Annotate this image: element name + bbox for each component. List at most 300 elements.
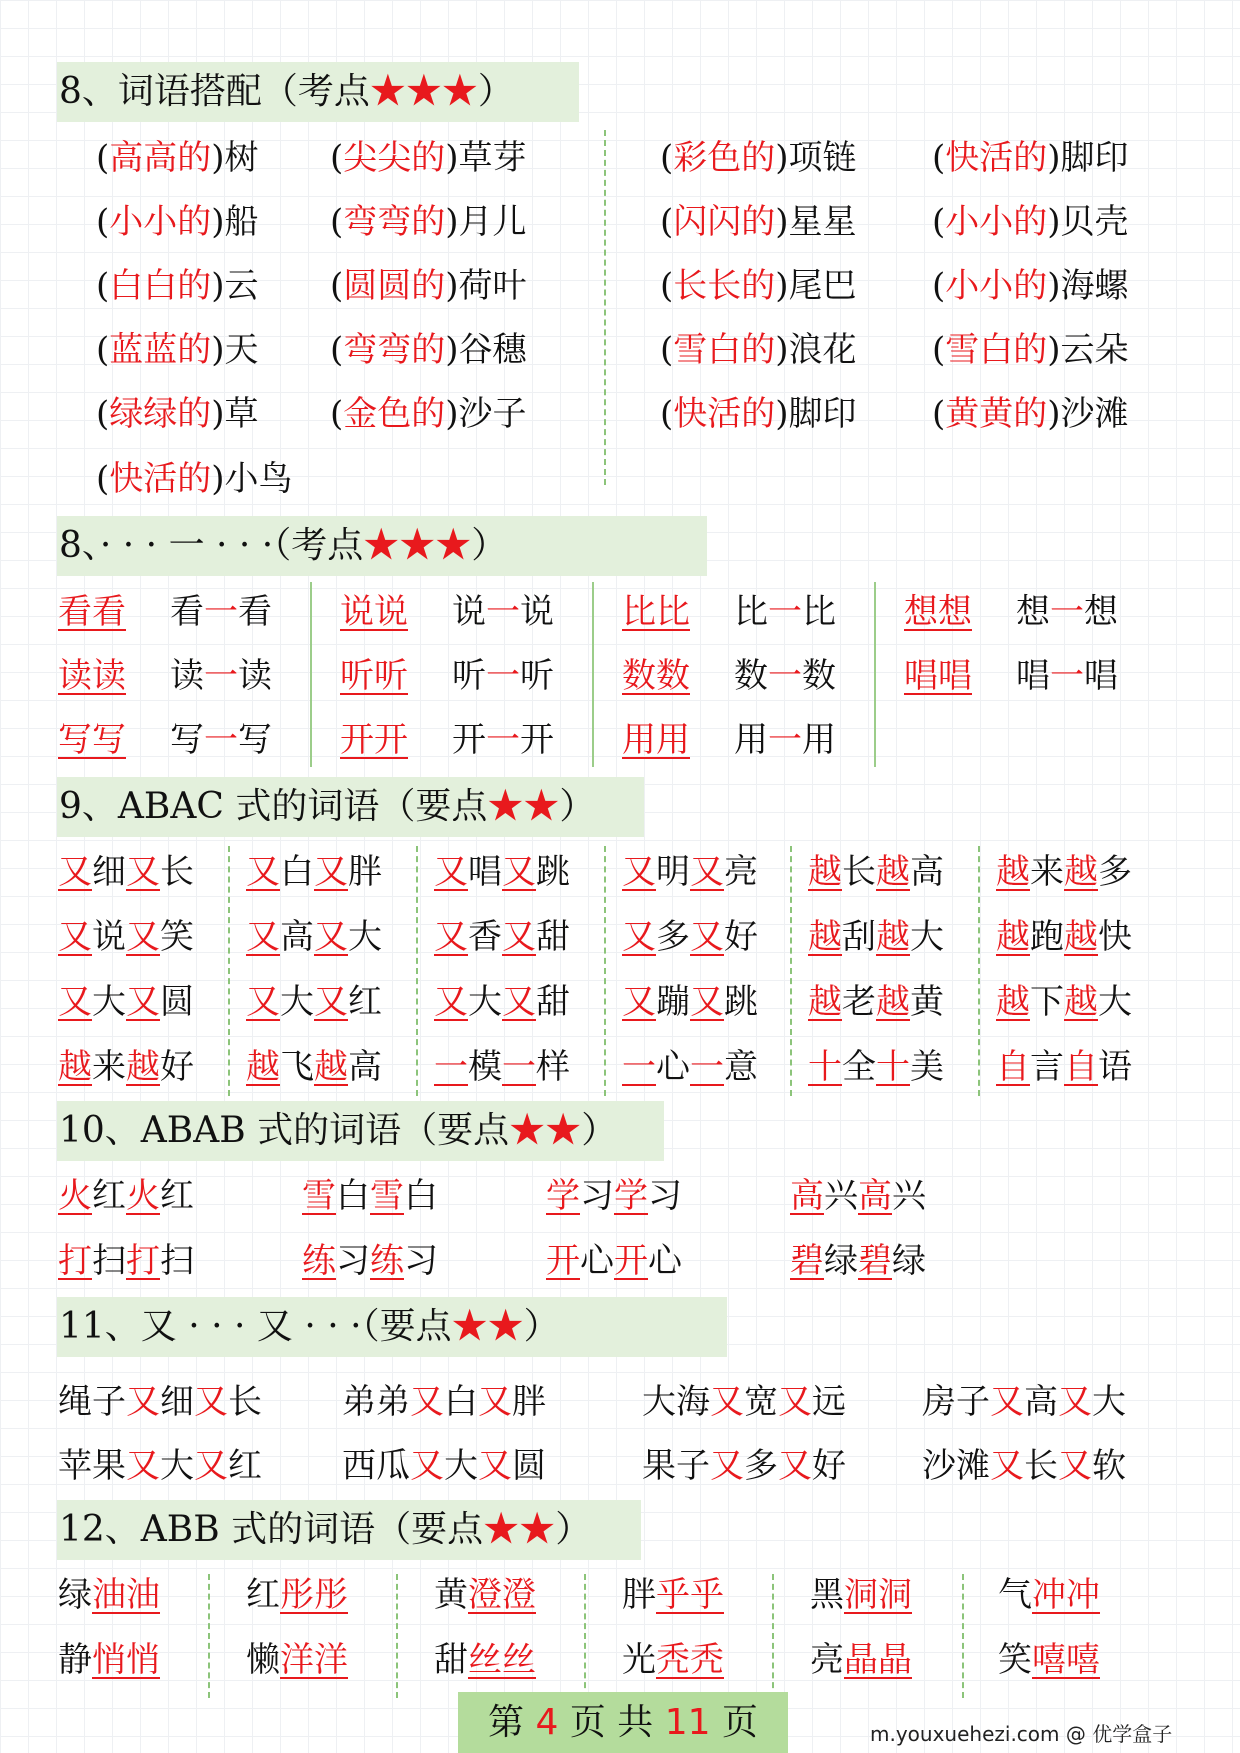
key-char: 又 [690, 917, 724, 957]
key-char: 越 [996, 852, 1030, 892]
abac-word [246, 980, 382, 1024]
page-number-footer: 第 4 页 共 11 页 [458, 1692, 788, 1753]
bb-chars: 嘻嘻 [1032, 1640, 1100, 1680]
word-pair [932, 392, 1129, 436]
paren: ( [96, 202, 110, 242]
key-char: 学 [546, 1176, 580, 1216]
key-char: 又 [58, 917, 92, 957]
key-char: 一 [690, 1047, 724, 1087]
word-pair [330, 392, 527, 436]
char: 听 [520, 656, 554, 696]
key-char: 雪 [370, 1176, 404, 1216]
char: 心 [580, 1241, 614, 1281]
char: 样 [536, 1047, 570, 1087]
you-you-phrase [642, 1380, 846, 1424]
abac-word [434, 1045, 570, 1089]
paren: ) [775, 138, 789, 178]
adjective-answer: 快活的 [673, 394, 776, 434]
you-you-phrase [642, 1444, 846, 1488]
char: 习 [336, 1241, 370, 1281]
char: 光 [622, 1640, 656, 1680]
abac-word [808, 1045, 944, 1089]
char: 心 [648, 1241, 682, 1281]
char: 绿 [892, 1241, 926, 1281]
abb-word [434, 1638, 536, 1682]
char: 大 [910, 917, 944, 957]
char: 习 [648, 1176, 682, 1216]
you-char: 又 [126, 1382, 160, 1422]
you-char: 又 [778, 1446, 812, 1486]
you-char: 又 [1058, 1446, 1092, 1486]
char: 大 [1092, 1382, 1126, 1422]
char: 甜 [536, 917, 570, 957]
char: 跑 [1030, 917, 1064, 957]
char: 美 [910, 1047, 944, 1087]
char: 语 [1098, 1047, 1132, 1087]
paren: ) [445, 330, 459, 370]
bb-chars: 丝丝 [468, 1640, 536, 1680]
divider [790, 846, 792, 1096]
abac-word [434, 980, 570, 1024]
abb-word [434, 1573, 536, 1617]
char: 比 [734, 592, 768, 632]
key-char: 越 [808, 852, 842, 892]
divider [396, 1574, 398, 1698]
stars-icon: ★★ [483, 1509, 556, 1550]
key-char: 十 [876, 1047, 910, 1087]
you-char: 又 [194, 1382, 228, 1422]
subject: 大海 [642, 1382, 710, 1422]
key-char: 又 [314, 917, 348, 957]
abac-word [996, 980, 1132, 1024]
stars-icon: ★★ [451, 1306, 524, 1347]
char: 好 [812, 1446, 846, 1486]
paren: ( [660, 394, 674, 434]
you-you-phrase [342, 1444, 546, 1488]
paren: ( [932, 138, 946, 178]
paren: ( [330, 138, 344, 178]
noun: 星星 [788, 202, 857, 242]
char: 来 [92, 1047, 126, 1087]
stars-icon: ★★★ [363, 525, 472, 566]
char: 唱 [468, 852, 502, 892]
adjective-answer: 雪白的 [945, 330, 1048, 370]
key-char: 越 [314, 1047, 348, 1087]
key-char: 越 [58, 1047, 92, 1087]
a-yi-a-word [452, 590, 554, 634]
key-char: 又 [502, 852, 536, 892]
char: 绿 [824, 1241, 858, 1281]
key-char: 又 [58, 982, 92, 1022]
noun: 贝壳 [1060, 202, 1129, 242]
adjective-answer: 弯弯的 [343, 202, 446, 242]
char: 跳 [724, 982, 758, 1022]
abb-word [246, 1638, 348, 1682]
paren: ) [445, 394, 459, 434]
char: 胖 [512, 1382, 546, 1422]
section-8-heading: 8、词语搭配（考点★★★） [57, 62, 579, 122]
abac-word [996, 1045, 1132, 1089]
key-char: 雪 [302, 1176, 336, 1216]
key-char: 高 [858, 1176, 892, 1216]
char: 唱 [1084, 656, 1118, 696]
char: 好 [724, 917, 758, 957]
abab-word [58, 1239, 194, 1283]
key-char: 越 [1064, 982, 1098, 1022]
you-char: 又 [478, 1446, 512, 1486]
abab-word [58, 1174, 194, 1218]
paren: ( [660, 330, 674, 370]
noun: 项链 [788, 138, 857, 178]
key-char: 又 [434, 982, 468, 1022]
key-char: 越 [126, 1047, 160, 1087]
char: 胖 [622, 1575, 656, 1615]
adjective-answer: 黄黄的 [945, 394, 1048, 434]
paren: ) [211, 138, 225, 178]
paren: ( [932, 266, 946, 306]
char: 多 [656, 917, 690, 957]
section-9-heading: 9、ABAC 式的词语（要点★★） [57, 777, 644, 837]
a-yi-a-word [1016, 590, 1118, 634]
char: 大 [160, 1446, 194, 1486]
you-char: 又 [194, 1446, 228, 1486]
a-yi-a-word [452, 654, 554, 698]
adjective-answer: 绿绿的 [109, 394, 212, 434]
a-yi-a-word [170, 654, 272, 698]
yi-char: 一 [1050, 592, 1084, 632]
key-char: 又 [622, 852, 656, 892]
abab-word [302, 1239, 438, 1283]
paren: ) [211, 330, 225, 370]
paren: ( [330, 330, 344, 370]
key-char: 又 [314, 982, 348, 1022]
key-char: 又 [690, 852, 724, 892]
char: 蹦 [656, 982, 690, 1022]
subject: 房子 [922, 1382, 990, 1422]
reduplicated-word: 读读 [58, 656, 126, 696]
char: 绿 [58, 1575, 92, 1615]
bb-chars: 洋洋 [280, 1640, 348, 1680]
a-yi-a-word [1016, 654, 1118, 698]
adjective-answer: 金色的 [343, 394, 446, 434]
key-char: 碧 [790, 1241, 824, 1281]
char: 写 [238, 720, 272, 760]
abac-word [808, 850, 944, 894]
key-char: 越 [808, 982, 842, 1022]
char: 兴 [892, 1176, 926, 1216]
reduplicated-word: 用用 [622, 720, 690, 760]
noun: 小鸟 [224, 459, 293, 499]
reduplicated-word: 说说 [340, 592, 408, 632]
char: 多 [1098, 852, 1132, 892]
key-char: 又 [314, 852, 348, 892]
a-yi-a-word [452, 718, 554, 762]
noun: 月儿 [458, 202, 527, 242]
bb-chars: 悄悄 [92, 1640, 160, 1680]
char: 言 [1030, 1047, 1064, 1087]
subject: 果子 [642, 1446, 710, 1486]
char: 扫 [92, 1241, 126, 1281]
yi-char: 一 [486, 592, 520, 632]
watermark: m.youxuehezi.com @ 优学盒子 [870, 1722, 1173, 1746]
you-char: 又 [478, 1382, 512, 1422]
char: 白 [336, 1176, 370, 1216]
char: 说 [92, 917, 126, 957]
char: 高 [280, 917, 314, 957]
abac-word [434, 915, 570, 959]
word-pair [96, 264, 259, 308]
abb-word [622, 1573, 724, 1617]
char: 兴 [824, 1176, 858, 1216]
char: 香 [468, 917, 502, 957]
you-char: 又 [778, 1382, 812, 1422]
noun: 草芽 [458, 138, 527, 178]
divider [772, 1574, 774, 1698]
bb-chars: 澄澄 [468, 1575, 536, 1615]
char: 大 [444, 1446, 478, 1486]
char: 长 [160, 852, 194, 892]
reduplicated-word: 数数 [622, 656, 690, 696]
divider [604, 130, 606, 485]
adjective-answer: 快活的 [945, 138, 1048, 178]
char: 看 [170, 592, 204, 632]
noun: 浪花 [788, 330, 857, 370]
paren: ( [96, 459, 110, 499]
key-char: 越 [996, 982, 1030, 1022]
char: 红 [228, 1446, 262, 1486]
divider [208, 1574, 210, 1698]
char: 多 [744, 1446, 778, 1486]
abb-word [58, 1638, 160, 1682]
char: 看 [238, 592, 272, 632]
char: 细 [92, 852, 126, 892]
paren: ) [445, 266, 459, 306]
char: 大 [280, 982, 314, 1022]
a-yi-a-word [734, 654, 836, 698]
key-char: 高 [790, 1176, 824, 1216]
key-char: 又 [434, 917, 468, 957]
char: 想 [1016, 592, 1050, 632]
adjective-answer: 高高的 [109, 138, 212, 178]
adjective-answer: 圆圆的 [343, 266, 446, 306]
char: 心 [656, 1047, 690, 1087]
char: 宽 [744, 1382, 778, 1422]
char: 黄 [910, 982, 944, 1022]
char: 胖 [348, 852, 382, 892]
char: 刮 [842, 917, 876, 957]
char: 高 [1024, 1382, 1058, 1422]
divider [310, 582, 312, 767]
char: 高 [348, 1047, 382, 1087]
reduplicated-word: 写写 [58, 720, 126, 760]
paren: ) [775, 202, 789, 242]
divider [416, 846, 418, 1096]
yi-char: 一 [768, 720, 802, 760]
char: 想 [1084, 592, 1118, 632]
char: 数 [802, 656, 836, 696]
char: 甜 [434, 1640, 468, 1680]
char: 气 [998, 1575, 1032, 1615]
bb-chars: 晶晶 [844, 1640, 912, 1680]
abb-word [622, 1638, 724, 1682]
char: 笑 [998, 1640, 1032, 1680]
word-pair [660, 200, 857, 244]
abb-word [998, 1573, 1100, 1617]
char: 白 [404, 1176, 438, 1216]
noun: 尾巴 [788, 266, 857, 306]
char: 跳 [536, 852, 570, 892]
key-char: 一 [622, 1047, 656, 1087]
reduplicated-word: 唱唱 [904, 656, 972, 696]
char: 好 [160, 1047, 194, 1087]
reduplicated-word: 听听 [340, 656, 408, 696]
abac-word [996, 915, 1132, 959]
key-char: 十 [808, 1047, 842, 1087]
abac-word [246, 850, 382, 894]
subject: 苹果 [58, 1446, 126, 1486]
key-char: 又 [126, 917, 160, 957]
adjective-answer: 弯弯的 [343, 330, 446, 370]
char: 开 [520, 720, 554, 760]
paren: ) [211, 202, 225, 242]
adjective-answer: 雪白的 [673, 330, 776, 370]
word-pair [96, 200, 259, 244]
section-10-heading: 10、ABAB 式的词语（要点★★） [57, 1101, 664, 1161]
char: 读 [170, 656, 204, 696]
adjective-answer: 白白的 [109, 266, 212, 306]
abac-word [434, 850, 570, 894]
abac-word [58, 915, 194, 959]
key-char: 开 [614, 1241, 648, 1281]
paren: ( [96, 138, 110, 178]
section-8b-heading: 8、· · · 一 · · ·（考点★★★） [57, 516, 707, 576]
abab-word [790, 1239, 926, 1283]
key-char: 越 [1064, 917, 1098, 957]
paren: ) [775, 266, 789, 306]
char: 比 [802, 592, 836, 632]
reduplicated-word: 开开 [340, 720, 408, 760]
abac-word [246, 915, 382, 959]
yi-char: 一 [204, 720, 238, 760]
yi-char: 一 [768, 656, 802, 696]
char: 来 [1030, 852, 1064, 892]
char: 意 [724, 1047, 758, 1087]
char: 大 [468, 982, 502, 1022]
char: 习 [580, 1176, 614, 1216]
word-pair [96, 136, 259, 180]
word-pair [330, 200, 527, 244]
you-you-phrase [58, 1380, 262, 1424]
char: 模 [468, 1047, 502, 1087]
key-char: 打 [58, 1241, 92, 1281]
divider [962, 1574, 964, 1698]
stars-icon: ★★★ [369, 71, 478, 112]
yi-char: 一 [768, 592, 802, 632]
paren: ) [775, 394, 789, 434]
abac-word [58, 850, 194, 894]
noun: 沙滩 [1060, 394, 1129, 434]
word-pair [330, 328, 527, 372]
key-char: 自 [996, 1047, 1030, 1087]
char: 甜 [536, 982, 570, 1022]
noun: 脚印 [1060, 138, 1129, 178]
char: 用 [734, 720, 768, 760]
word-pair [96, 328, 259, 372]
word-pair [932, 264, 1129, 308]
char: 懒 [246, 1640, 280, 1680]
abab-word [302, 1174, 438, 1218]
divider [978, 846, 980, 1096]
adjective-answer: 快活的 [109, 459, 212, 499]
char: 细 [160, 1382, 194, 1422]
you-you-phrase [922, 1380, 1126, 1424]
paren: ( [96, 394, 110, 434]
paren: ) [211, 459, 225, 499]
word-pair [932, 136, 1129, 180]
yi-char: 一 [486, 720, 520, 760]
divider [592, 582, 594, 767]
char: 红 [246, 1575, 280, 1615]
paren: ) [445, 202, 459, 242]
paren: ) [775, 330, 789, 370]
char: 习 [404, 1241, 438, 1281]
noun: 沙子 [458, 394, 527, 434]
adjective-answer: 闪闪的 [673, 202, 776, 242]
you-you-phrase [342, 1380, 546, 1424]
adjective-answer: 小小的 [945, 202, 1048, 242]
noun: 云朵 [1060, 330, 1129, 370]
noun: 船 [224, 202, 259, 242]
word-pair [660, 264, 857, 308]
paren: ) [211, 394, 225, 434]
char: 写 [170, 720, 204, 760]
paren: ) [1047, 266, 1061, 306]
abab-word [790, 1174, 926, 1218]
char: 说 [520, 592, 554, 632]
subject: 西瓜 [342, 1446, 410, 1486]
adjective-answer: 尖尖的 [343, 138, 446, 178]
char: 长 [1024, 1446, 1058, 1486]
key-char: 越 [876, 852, 910, 892]
abac-word [58, 1045, 194, 1089]
key-char: 越 [996, 917, 1030, 957]
paren: ( [660, 202, 674, 242]
key-char: 又 [246, 982, 280, 1022]
abac-word [58, 980, 194, 1024]
char: 红 [160, 1176, 194, 1216]
adjective-answer: 小小的 [945, 266, 1048, 306]
noun: 天 [224, 330, 259, 370]
abab-word [546, 1239, 682, 1283]
char: 扫 [160, 1241, 194, 1281]
char: 亮 [724, 852, 758, 892]
a-yi-a-word [734, 718, 836, 762]
you-char: 又 [710, 1382, 744, 1422]
bb-chars: 冲冲 [1032, 1575, 1100, 1615]
char: 远 [812, 1382, 846, 1422]
you-you-phrase [922, 1444, 1126, 1488]
reduplicated-word: 看看 [58, 592, 126, 632]
key-char: 又 [246, 917, 280, 957]
char: 圆 [160, 982, 194, 1022]
paren: ) [1047, 138, 1061, 178]
you-char: 又 [410, 1382, 444, 1422]
a-yi-a-word [170, 718, 272, 762]
word-pair [96, 457, 293, 501]
paren: ) [445, 138, 459, 178]
char: 数 [734, 656, 768, 696]
key-char: 碧 [858, 1241, 892, 1281]
